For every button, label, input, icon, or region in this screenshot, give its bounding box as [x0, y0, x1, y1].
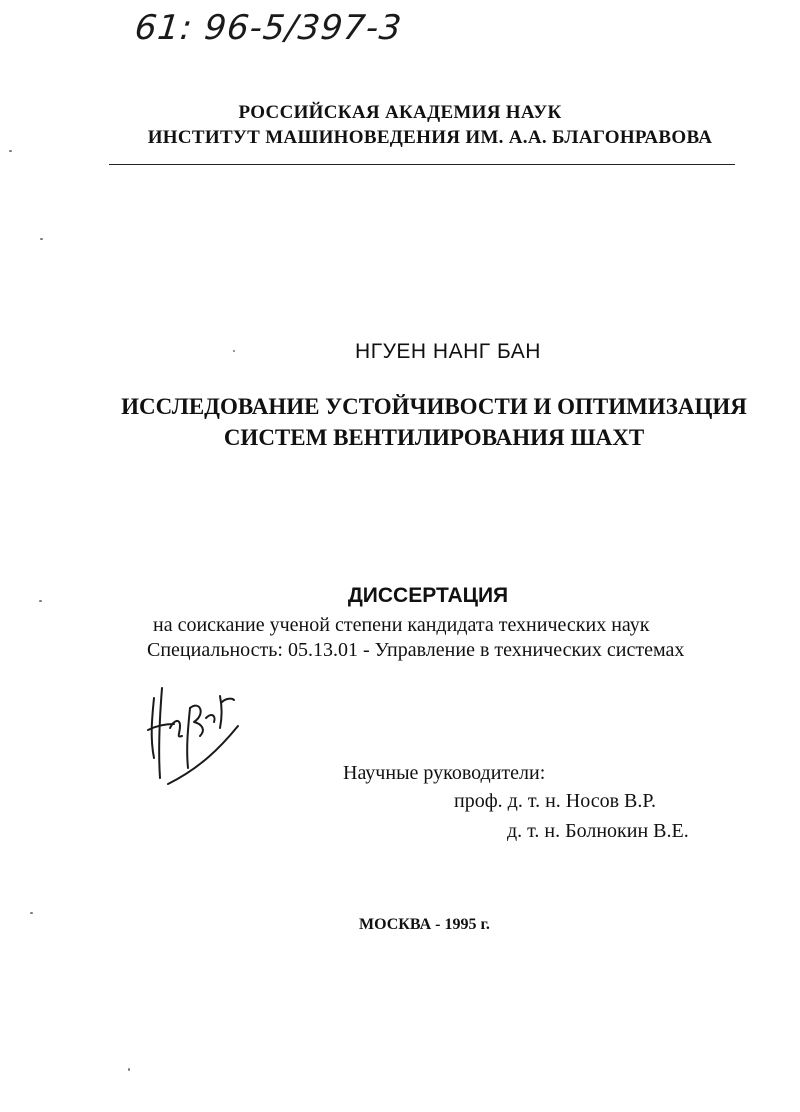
supervisor-1: проф. д. т. н. Носов В.Р.	[454, 790, 657, 812]
author-name: НГУЕН НАНГ БАН	[355, 340, 541, 363]
scan-speck	[40, 238, 43, 240]
thesis-title-line-2: СИСТЕМ ВЕНТИЛИРОВАНИЯ ШАХТ	[223, 425, 645, 450]
supervisor-2: д. т. н. Болнокин В.Е.	[507, 820, 689, 842]
organization-line-1: РОССИЙСКАЯ АКАДЕМИЯ НАУК	[238, 102, 562, 123]
scan-speck	[30, 912, 33, 914]
thesis-title-line-1: ИССЛЕДОВАНИЕ УСТОЙЧИВОСТИ И ОПТИМИЗАЦИЯ	[121, 394, 747, 419]
scan-speck	[39, 600, 42, 602]
scan-speck	[128, 1068, 130, 1071]
handwritten-signature	[140, 678, 250, 790]
header-divider	[109, 164, 735, 165]
scan-speck	[233, 350, 235, 352]
archive-code: 61: 96-5/397-3	[132, 8, 405, 48]
scan-speck	[9, 150, 12, 152]
specialty-line: Специальность: 05.13.01 - Управление в технических системах	[147, 639, 685, 661]
organization-line-2: ИНСТИТУТ МАШИНОВЕДЕНИЯ ИМ. А.А. БЛАГОНРАВОВА	[147, 127, 713, 148]
city-year: МОСКВА - 1995 г.	[359, 916, 490, 933]
document-type: ДИССЕРТАЦИЯ	[347, 584, 509, 607]
degree-line: на соискание ученой степени кандидата технических наук	[153, 614, 650, 636]
supervisors-label: Научные руководители:	[343, 762, 546, 784]
